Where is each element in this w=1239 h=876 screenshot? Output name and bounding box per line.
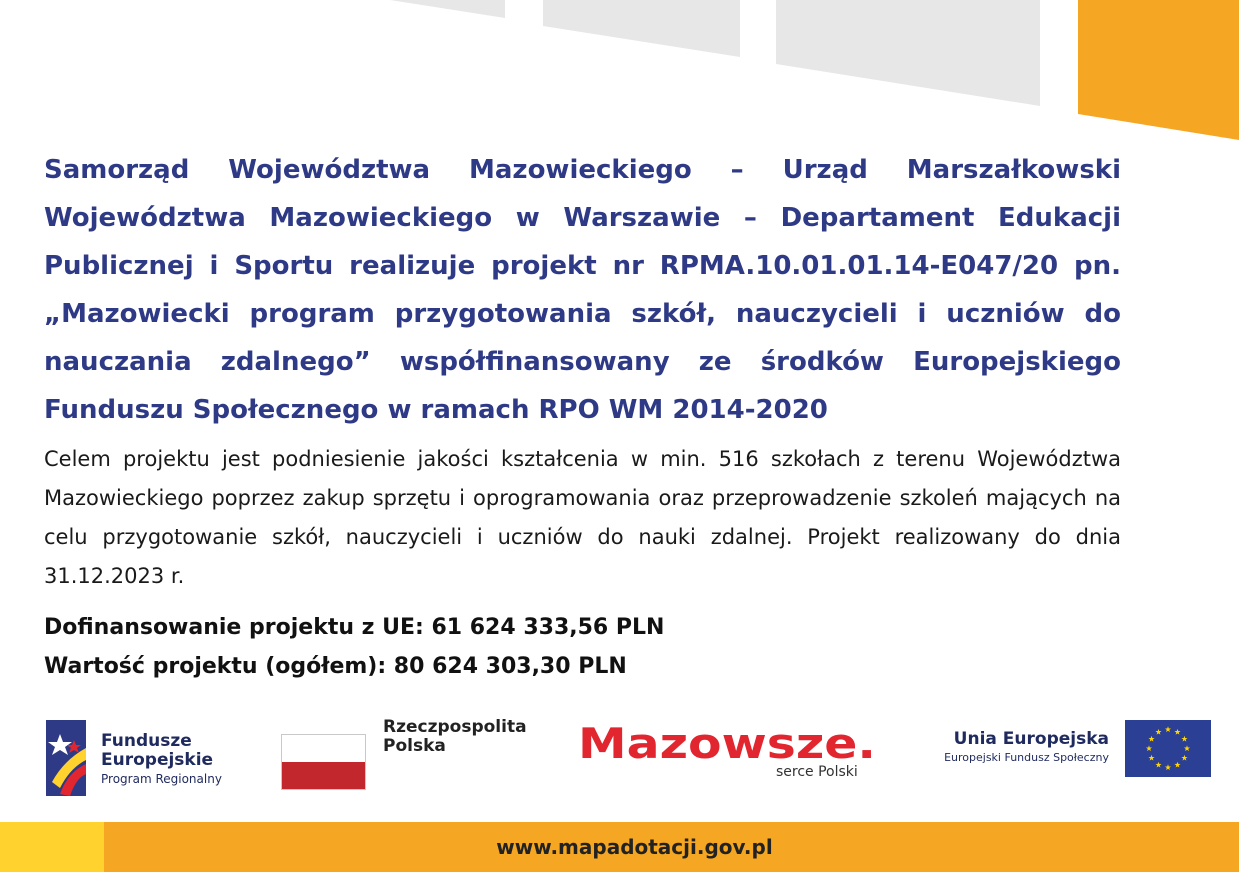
funding-info: [44, 608, 664, 686]
fe-line-1: Fundusze: [101, 731, 192, 751]
project-description: Celem projektu jest podniesienie jakości kształcenia w min. 516 szkołach z terenu Województwa Mazowieckiego poprzez zakup sprzętu i oprogramowania oraz przeprowadzenie szkoleń mających na celu przygotowanie szkół, nauczycieli i uczniów do nauki zdalnej. Projekt realizowany do dnia 31.12.2023 r.: [44, 447, 1121, 588]
fe-line-2: Europejskie: [101, 750, 214, 770]
decor-stripe-3: [776, 0, 1040, 106]
rzeczpospolita-polska-text: [383, 718, 527, 756]
ue-line-1: Unia Europejska: [953, 729, 1109, 749]
mazowsze-logo-icon: [578, 718, 880, 768]
decor-stripe-1: [390, 0, 505, 18]
footer-url: www.mapadotacji.gov.pl: [496, 835, 773, 859]
eu-flag-icon: [1125, 720, 1211, 777]
pl-line-1: Rzeczpospolita: [383, 717, 527, 737]
eu-cofinancing: Dofinansowanie projektu z UE: 61 624 333,56 PLN: [44, 615, 665, 640]
fundusze-europejskie-logo-icon: [46, 720, 86, 796]
fundusze-europejskie-text: [101, 732, 222, 788]
unia-europejska-text: [905, 728, 1109, 766]
mazowsze-tagline: serce Polski: [776, 764, 858, 780]
project-heading: Samorząd Województwa Mazowieckiego – Urząd Marszałkowski Województwa Mazowieckiego w Warszawie – Departament Edukacji Publicznej i Sportu realizuje projekt nr RPMA.10.01.01.14-E047/20 pn. „Mazowiecki program przygotowania szkół, nauczycieli i uczniów do nauczania zdalnego” współfinansowany ze środków Europejskiego Funduszu Społecznego w ramach RPO WM 2014-2020: [44, 155, 1121, 425]
pl-line-2: Polska: [383, 736, 446, 756]
footer-bar: [0, 822, 1239, 872]
polish-flag-icon: [281, 734, 366, 790]
top-decoration: [0, 0, 1239, 150]
logo-bar: [0, 700, 1239, 810]
ue-line-2: Europejski Fundusz Społeczny: [944, 751, 1109, 764]
decor-stripe-2: [543, 0, 740, 57]
decor-stripe-orange: [1078, 0, 1239, 140]
fe-line-3: Program Regionalny: [101, 772, 222, 786]
mazowsze-wordmark: Mazowsze.: [578, 719, 876, 768]
total-value: Wartość projektu (ogółem): 80 624 303,30 PLN: [44, 654, 627, 679]
